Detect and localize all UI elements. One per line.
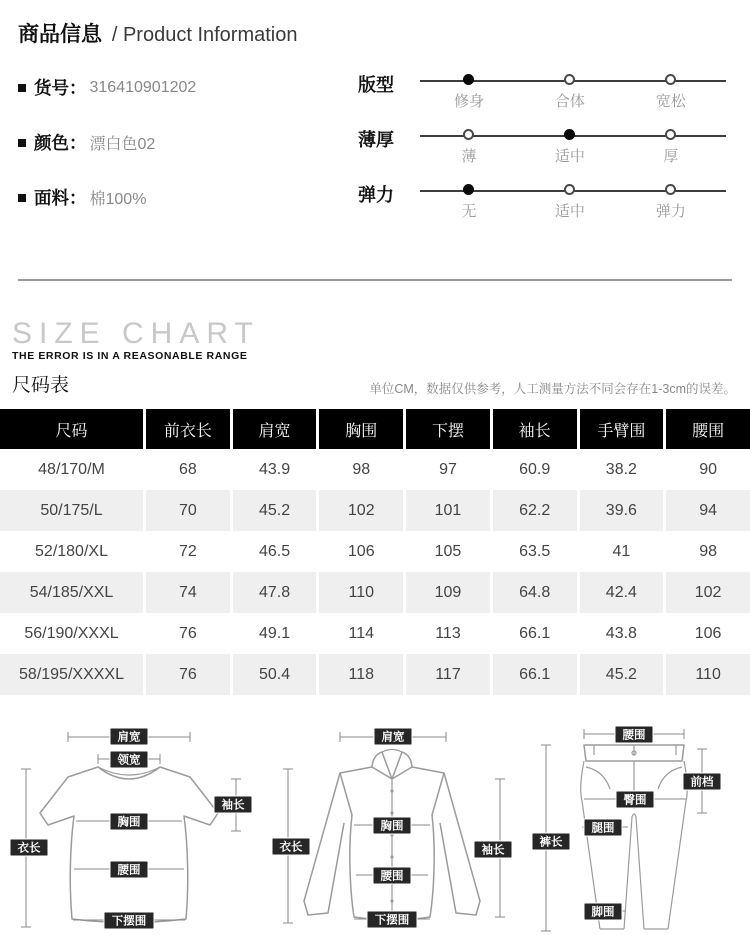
waist-measure-label — [373, 867, 411, 884]
size-table-body — [0, 449, 750, 695]
size-cell: 97 — [403, 449, 490, 490]
info-grid — [18, 60, 732, 225]
product-fields — [18, 60, 358, 225]
svg-text:下摆围: 下摆围 — [374, 914, 410, 927]
size-cell: 46.5 — [230, 531, 317, 572]
field-value: 漂白色02 — [89, 136, 156, 153]
hip-measure-label — [616, 791, 654, 808]
scale-option-label: 弹力 — [655, 203, 686, 220]
shoulder-measure-label — [110, 728, 148, 745]
size-cell: 76 — [143, 613, 230, 654]
size-table — [0, 409, 750, 695]
field-row-item-number — [18, 60, 358, 115]
size-cell: 62.2 — [490, 490, 577, 531]
size-cell: 43.8 — [577, 613, 664, 654]
size-cell: 105 — [403, 531, 490, 572]
size-table-head — [0, 409, 750, 449]
size-col-header: 腰围 — [663, 409, 750, 449]
scale-stop — [538, 129, 602, 166]
scale-track — [420, 115, 726, 170]
field-value: 316410901202 — [89, 78, 197, 96]
size-table-row — [0, 654, 750, 695]
size-cell: 66.1 — [490, 613, 577, 654]
scale-option-label: 适中 — [554, 148, 585, 165]
hem-measure-label — [104, 912, 154, 929]
size-col-header: 尺码 — [0, 409, 143, 449]
size-cell: 102 — [316, 490, 403, 531]
size-cell: 64.8 — [490, 572, 577, 613]
size-chart-heading-en: SIZE CHART — [12, 317, 260, 350]
scale-row — [358, 60, 732, 115]
size-cell: 109 — [403, 572, 490, 613]
svg-text:前档: 前档 — [690, 776, 714, 789]
scale-stop — [538, 74, 602, 111]
product-info-section — [0, 0, 750, 225]
size-cell: 114 — [316, 613, 403, 654]
scale-label: 薄厚 — [358, 130, 394, 150]
size-cell: 50/175/L — [40, 501, 103, 519]
size-cell: 72 — [143, 531, 230, 572]
scale-label: 版型 — [358, 75, 394, 95]
size-cell: 117 — [403, 654, 490, 695]
bullet-square-icon — [18, 194, 26, 202]
size-cell: 106 — [663, 613, 750, 654]
scale-stop — [437, 74, 501, 111]
size-table-row — [0, 613, 750, 654]
length-measure-label — [272, 838, 310, 855]
size-cell: 43.9 — [230, 449, 317, 490]
size-cell: 56/190/XXXL — [24, 624, 119, 642]
size-cell: 58/195/XXXXL — [19, 665, 124, 683]
scale-dot-icon — [463, 129, 474, 140]
page-title-en: / Product Information — [111, 24, 298, 46]
size-cell: 66.1 — [490, 654, 577, 695]
size-cell: 47.8 — [230, 572, 317, 613]
scale-dot-icon — [564, 74, 575, 85]
scale-dot-icon — [665, 129, 676, 140]
pants-diagram — [532, 721, 742, 935]
size-cell: 94 — [663, 490, 750, 531]
bullet-square-icon — [18, 84, 26, 92]
waist-measure-label — [110, 861, 148, 878]
pants-left-pocket — [586, 767, 610, 789]
size-cell: 98 — [663, 531, 750, 572]
attribute-scales — [358, 60, 732, 225]
size-table-header-row — [0, 409, 750, 449]
size-cell: 101 — [403, 490, 490, 531]
scale-track — [420, 60, 726, 115]
svg-text:衣长: 衣长 — [279, 841, 303, 854]
svg-text:肩宽: 肩宽 — [117, 731, 141, 744]
scale-option-label: 宽松 — [655, 93, 686, 110]
shirt-diagram — [270, 721, 514, 935]
size-cell: 68 — [143, 449, 230, 490]
size-cell: 102 — [663, 572, 750, 613]
length-measure-label — [10, 839, 48, 856]
size-cell: 54/185/XXL — [29, 583, 114, 601]
scale-stop — [538, 184, 602, 221]
pant-length-measure-label — [532, 833, 570, 850]
svg-text:衣长: 衣长 — [17, 842, 41, 855]
tshirt-outline — [40, 767, 218, 923]
size-cell: 70 — [143, 490, 230, 531]
svg-text:胸围: 胸围 — [380, 820, 404, 833]
size-cell: 48/170/M — [38, 460, 105, 478]
scale-option-label: 薄 — [461, 148, 477, 165]
size-cell: 106 — [316, 531, 403, 572]
chest-measure-label — [110, 813, 148, 830]
scale-option-label: 无 — [461, 203, 477, 220]
size-cell: 113 — [403, 613, 490, 654]
size-cell: 110 — [663, 654, 750, 695]
scale-option-label: 厚 — [663, 148, 679, 165]
field-label: 面料： — [34, 188, 87, 208]
thigh-measure-label — [584, 819, 622, 836]
scale-label: 弹力 — [358, 185, 394, 205]
field-label: 颜色： — [34, 133, 87, 153]
svg-text:领宽: 领宽 — [117, 754, 141, 767]
page-title — [18, 22, 732, 48]
scale-dot-icon — [665, 74, 676, 85]
size-cell: 49.1 — [230, 613, 317, 654]
scale-dot-icon — [564, 129, 575, 140]
collar-measure-label — [110, 751, 148, 768]
waist-measure-label — [615, 726, 653, 743]
svg-text:脚围: 脚围 — [591, 906, 615, 919]
scale-stop — [437, 129, 501, 166]
tshirt-diagram — [8, 721, 252, 935]
scale-stop — [639, 184, 703, 221]
scale-row — [358, 115, 732, 170]
size-cell: 52/180/XL — [35, 542, 108, 560]
bullet-square-icon — [18, 139, 26, 147]
size-cell: 98 — [316, 449, 403, 490]
scale-option-label: 合体 — [554, 93, 585, 110]
size-table-row — [0, 572, 750, 613]
svg-text:腰围: 腰围 — [622, 729, 646, 742]
shoulder-measure-label — [374, 728, 412, 745]
pants-inseam — [624, 814, 644, 929]
scale-option-label: 适中 — [554, 203, 585, 220]
scale-dot-icon — [463, 184, 474, 195]
size-col-header: 下摆 — [403, 409, 490, 449]
size-cell: 118 — [316, 654, 403, 695]
scale-stop — [639, 74, 703, 111]
size-cell: 74 — [143, 572, 230, 613]
size-title-row — [12, 370, 738, 397]
pants-right-pocket — [658, 767, 682, 789]
size-cell: 42.4 — [577, 572, 664, 613]
scale-dot-icon — [665, 184, 676, 195]
size-cell: 45.2 — [577, 654, 664, 695]
front-rise-measure-label — [683, 773, 721, 790]
scale-dot-icon — [564, 184, 575, 195]
size-cell: 60.9 — [490, 449, 577, 490]
size-cell: 50.4 — [230, 654, 317, 695]
size-chart-heading-zh: 尺码表 — [12, 375, 70, 396]
size-cell: 76 — [143, 654, 230, 695]
size-cell: 45.2 — [230, 490, 317, 531]
field-row-fabric — [18, 170, 358, 225]
size-chart-subheading: THE ERROR IS IN A REASONABLE RANGE — [12, 350, 248, 362]
svg-text:胸围: 胸围 — [117, 816, 141, 829]
shirt-collar-top — [382, 750, 402, 753]
svg-text:腿围: 腿围 — [591, 822, 615, 835]
svg-text:肩宽: 肩宽 — [381, 731, 405, 744]
scale-track — [420, 170, 726, 225]
sleeve-measure-label — [474, 841, 512, 858]
size-cell: 90 — [663, 449, 750, 490]
scale-row — [358, 170, 732, 225]
sleeve-measure-label — [214, 796, 252, 813]
scale-option-label: 修身 — [453, 93, 484, 110]
svg-text:臀围: 臀围 — [623, 794, 647, 807]
svg-text:袖长: 袖长 — [481, 844, 505, 857]
size-table-row — [0, 449, 750, 490]
size-table-row — [0, 531, 750, 572]
size-cell: 39.6 — [577, 490, 664, 531]
scale-dot-icon — [463, 74, 474, 85]
svg-text:袖长: 袖长 — [221, 799, 245, 812]
svg-text:裤长: 裤长 — [539, 836, 563, 849]
size-chart-heading-block — [0, 281, 750, 397]
chest-measure-label — [373, 817, 411, 834]
size-cell: 63.5 — [490, 531, 577, 572]
field-label: 货号： — [34, 78, 87, 98]
hem-measure-label — [367, 911, 417, 928]
size-col-header: 肩宽 — [230, 409, 317, 449]
size-cell: 38.2 — [577, 449, 664, 490]
measurement-diagrams — [0, 721, 750, 935]
leg-opening-measure-label — [584, 903, 622, 920]
size-col-header: 胸围 — [316, 409, 403, 449]
size-col-header: 袖长 — [490, 409, 577, 449]
size-table-row — [0, 490, 750, 531]
svg-text:腰围: 腰围 — [117, 864, 141, 877]
svg-text:腰围: 腰围 — [380, 870, 404, 883]
size-col-header: 前衣长 — [143, 409, 230, 449]
size-col-header: 手臂围 — [577, 409, 664, 449]
field-row-color — [18, 115, 358, 170]
scale-stop — [437, 184, 501, 221]
svg-text:下摆围: 下摆围 — [111, 915, 147, 928]
size-cell: 110 — [316, 572, 403, 613]
field-value: 棉100% — [89, 191, 147, 208]
page-title-zh: 商品信息 — [18, 23, 102, 46]
size-cell: 41 — [577, 531, 664, 572]
size-chart-note: 单位CM，数据仅供参考，人工测量方法不同会存在1-3cm的误差。 — [369, 382, 736, 396]
scale-stop — [639, 129, 703, 166]
